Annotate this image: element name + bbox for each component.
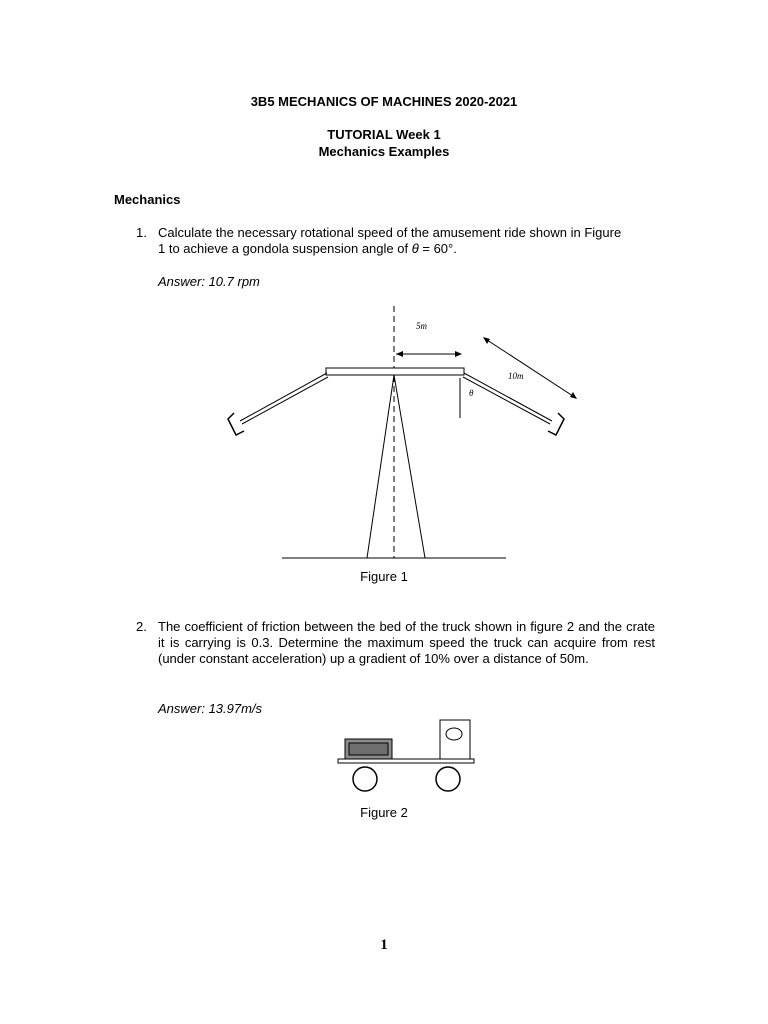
figure-1-amusement-ride-diagram bbox=[200, 300, 600, 570]
question-1-line2-pre: 1 to achieve a gondola suspension angle of bbox=[158, 241, 412, 256]
page-number: 1 bbox=[380, 937, 388, 953]
cab-window bbox=[446, 728, 462, 740]
arm-length-dimension-arrow bbox=[484, 338, 576, 398]
right-gondola bbox=[548, 413, 564, 435]
radius-label: 5m bbox=[416, 321, 427, 331]
truck-bed bbox=[338, 759, 474, 763]
question-1-text bbox=[158, 225, 655, 257]
tower-left-leg bbox=[367, 375, 394, 558]
question-1-line2 bbox=[158, 241, 655, 257]
rotating-top-bar bbox=[326, 368, 464, 375]
figure-1-caption: Figure 1 bbox=[360, 569, 408, 584]
section-heading: Mechanics bbox=[114, 192, 181, 207]
tower-right-leg bbox=[394, 375, 425, 558]
left-gondola bbox=[228, 413, 244, 435]
arm-length-label: 10m bbox=[508, 371, 524, 381]
figure-2-caption: Figure 2 bbox=[360, 805, 408, 820]
theta-symbol: θ bbox=[411, 241, 419, 256]
question-1-line1: Calculate the necessary rotational speed of the amusement ride shown in Figure bbox=[158, 225, 622, 240]
figure-2-truck-diagram bbox=[330, 714, 480, 799]
front-wheel bbox=[436, 767, 460, 791]
left-arm-cable bbox=[240, 373, 327, 421]
tutorial-title: TUTORIAL Week 1 bbox=[327, 127, 441, 142]
angle-theta-label: θ bbox=[469, 388, 474, 398]
document-subtitle: Mechanics Examples bbox=[318, 144, 450, 159]
question-2-answer: Answer: 13.97m/s bbox=[158, 701, 263, 716]
question-1-answer: Answer: 10.7 rpm bbox=[158, 274, 260, 289]
rear-wheel bbox=[353, 767, 377, 791]
course-title: 3B5 MECHANICS OF MACHINES 2020-2021 bbox=[250, 94, 518, 109]
question-2-text: The coefficient of friction between the bed of the truck shown in figure 2 and the crate it is carrying is 0.3. Determine the maximum speed the truck can acquire from rest (under constant acceleration) up a gradient of 10% over a distance of 50m. bbox=[158, 619, 655, 666]
question-2-number: 2. bbox=[136, 619, 147, 634]
question-1-line2-post: = 60°. bbox=[418, 241, 457, 256]
question-1-number: 1. bbox=[136, 225, 147, 240]
